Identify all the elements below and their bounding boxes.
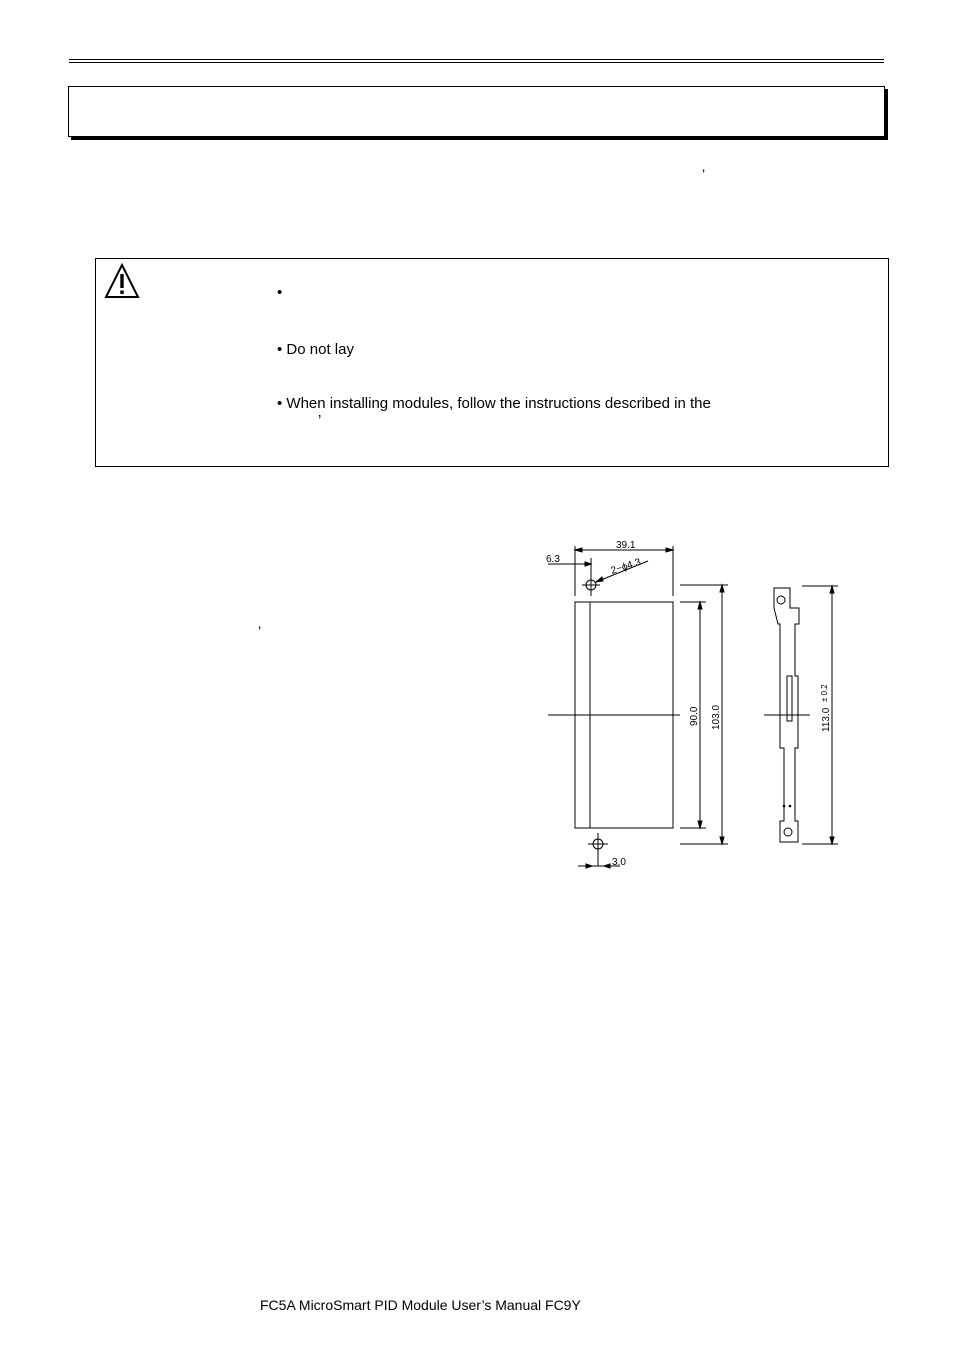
dim-tolerance-label: ± 0.2 — [820, 684, 829, 702]
stray-comma: ’ — [702, 166, 706, 182]
caution-stray-comma: ’ — [318, 412, 322, 429]
header-rule-secondary — [69, 62, 884, 63]
header-rule — [69, 59, 884, 60]
dimension-drawing — [540, 536, 870, 876]
caution-bullet-1: • — [277, 284, 283, 301]
page-footer: FC5A MicroSmart PID Module User’s Manual FC9Y — [260, 1297, 581, 1313]
stray-comma: ’ — [258, 623, 262, 639]
dim-width-label: 39.1 — [616, 540, 636, 551]
dim-height-inner-label: 90.0 — [689, 706, 700, 726]
dim-offset-label: 6.3 — [546, 554, 560, 565]
section-title-box — [68, 86, 885, 137]
caution-bullet-3: • When installing modules, follow the instructions described in the — [277, 395, 711, 412]
dim-bottom-label: 3.0 — [612, 857, 626, 868]
dim-side-height-label: 113.0 — [821, 707, 832, 732]
caution-bullet-2: • Do not lay — [277, 341, 354, 358]
dim-height-outer-label: 103.0 — [711, 704, 722, 730]
warning-triangle-icon — [104, 263, 140, 299]
dim-holes-label: 2−ϕ4.3 — [609, 556, 643, 577]
caution-box — [95, 258, 889, 467]
